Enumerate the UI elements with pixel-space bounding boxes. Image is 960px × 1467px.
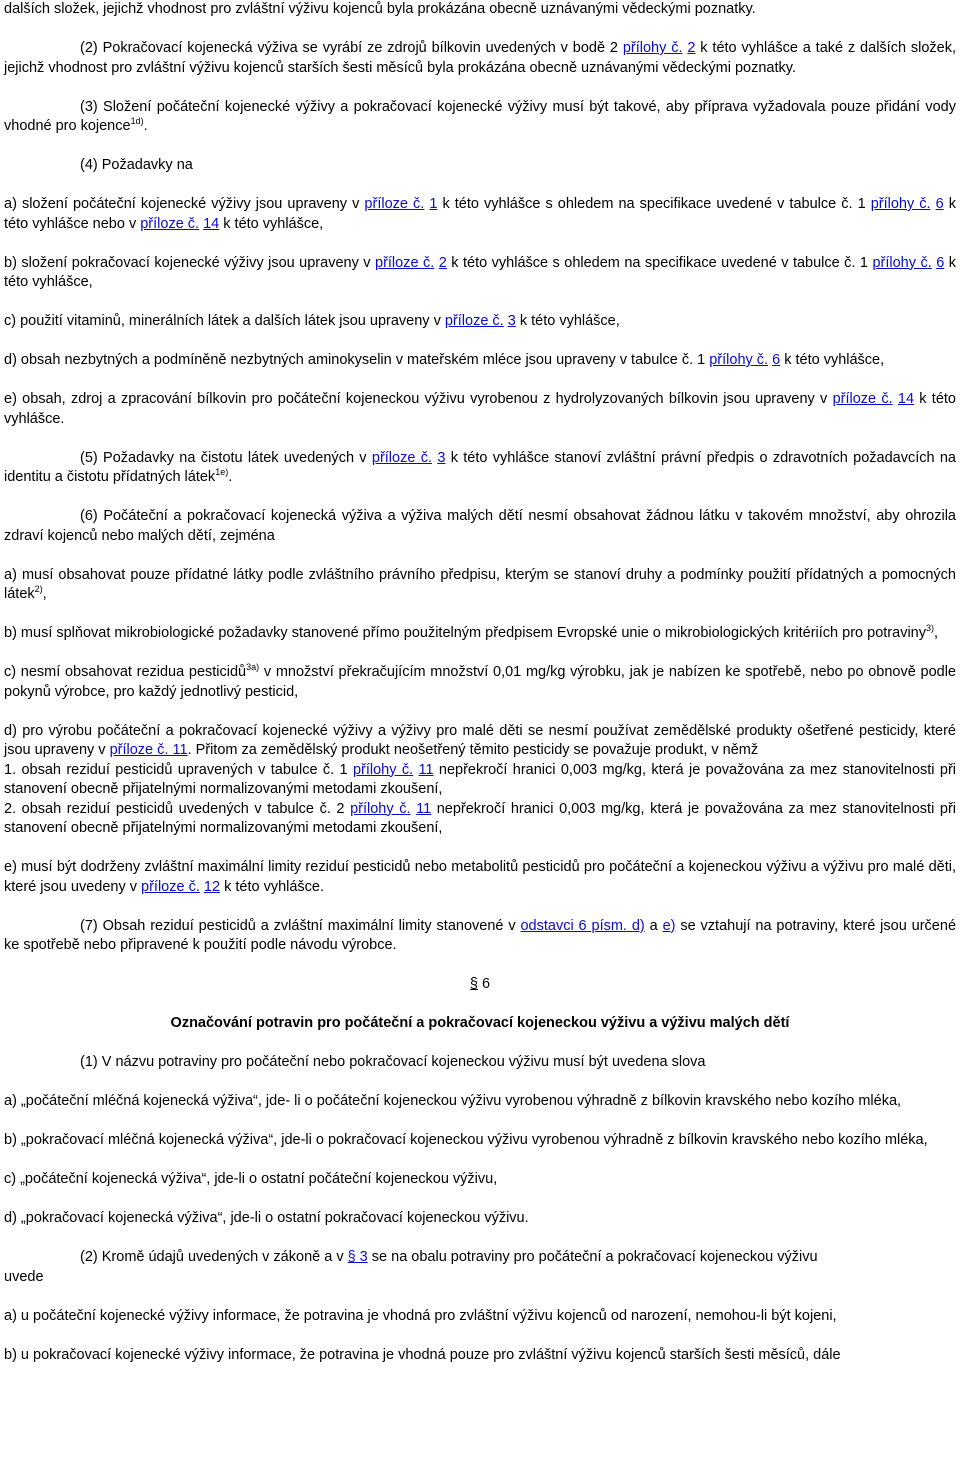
paragraph-q7 xyxy=(4,1307,956,1327)
text-run: dalších složek, jejichž vhodnost pro zvláštní výživu kojenců byla prokázána obecně uznávanými vědeckými poznatky. xyxy=(4,1,756,17)
text-run: e) obsah, zdroj a zpracování bílkovin pro počáteční kojeneckou výživu vyrobenou z hydrolyzovaných bílkovin jsou upraveny v xyxy=(4,391,833,407)
paragraph-q8 xyxy=(4,1346,956,1366)
text-run: nepřekročí hranici 0,003 mg/kg, která je považována za mez stanovitelnosti při stanovení obecně přijatelnými normalizovanými metodami zkoušení, xyxy=(4,800,957,836)
reference-link[interactable]: příloze č. 11 xyxy=(109,742,188,758)
footnote-ref: 3a) xyxy=(246,662,260,672)
paragraph-p9 xyxy=(4,449,956,488)
text-run: k této vyhlášce, xyxy=(219,215,324,232)
text-run: (1) V názvu potraviny pro počáteční nebo pokračovací kojeneckou výživu musí být uvedena slova xyxy=(80,1054,706,1070)
text-run: (2) Pokračovací kojenecká výživa se vyrábí ze zdrojů bílkovin uvedených v bodě 2 xyxy=(80,40,623,56)
paragraph-p5 xyxy=(4,254,956,293)
reference-link[interactable]: 11 xyxy=(418,761,434,778)
text-run: e) musí být dodrženy zvláštní maximální limity reziduí pesticidů nebo metabolitů pesticidů pro počáteční a kojeneckou výživu a výživu pro malé děti, které jsou uvedeny v xyxy=(4,859,956,895)
reference-link[interactable]: přílohy č. xyxy=(352,761,414,778)
text-run: k této vyhlášce, xyxy=(780,352,885,368)
paragraph-p17 xyxy=(4,858,956,897)
reference-link[interactable]: přílohy č. xyxy=(872,254,932,271)
section-heading: Označování potravin pro počáteční a pokračovací kojeneckou výživu a výživu malých dětí xyxy=(170,1015,790,1031)
text-run: se vztahují na potraviny, které jsou určené ke spotřebě nebo připravené k použití podle návodu výrobce. xyxy=(4,917,957,953)
text-run: . xyxy=(228,469,233,485)
text-run: k této vyhlášce nebo v xyxy=(4,196,956,232)
paragraph-p3 xyxy=(4,156,956,176)
footnote-ref: 1e) xyxy=(215,467,229,477)
reference-link[interactable]: příloze č. xyxy=(375,254,435,271)
text-run: 1. obsah reziduí pesticidů upravených v tabulce č. 1 xyxy=(4,761,353,778)
text-run: , xyxy=(42,586,47,602)
paragraph-p12 xyxy=(4,624,956,644)
footnote-ref: 3) xyxy=(925,623,934,633)
text-run: . Přitom za zemědělský produkt neošetřený těmito pesticidy se považuje produkt, v němž xyxy=(187,742,759,758)
text-run: (6) Počáteční a pokračovací kojenecká výživa a výživa malých dětí nesmí obsahovat žádnou látku v takovém množství, aby ohrozila zdraví kojenců nebo malých dětí, zejména xyxy=(4,508,956,544)
reference-link[interactable]: 6 xyxy=(772,352,781,368)
text-run: c) použití vitaminů, minerálních látek a dalších látek jsou upraveny v xyxy=(4,313,445,329)
text-run: a) u počáteční kojenecké výživy informace, že potravina je vhodná pro zvláštní výživu kojenců od narození, nemohou-li být kojeni, xyxy=(4,1307,837,1324)
section-symbol: § xyxy=(469,976,478,992)
section-6-body xyxy=(4,1053,956,1365)
reference-link[interactable]: příloze č. xyxy=(444,313,504,329)
paragraph-p18 xyxy=(4,917,956,956)
text-run: (3) Složení počáteční kojenecké výživy a pokračovací kojenecké výživy musí být takové, aby příprava vyžadovala pouze přidání vody vhodné pro kojence xyxy=(4,98,956,134)
reference-link[interactable]: 2 xyxy=(687,40,696,56)
text-run: uvede xyxy=(4,1268,44,1285)
section-number-value: 6 xyxy=(477,976,491,992)
paragraph-p16 xyxy=(4,800,956,839)
text-run: (4) Požadavky na xyxy=(80,157,193,173)
text-run: , xyxy=(934,625,939,641)
text-run: a) musí obsahovat pouze přídatné látky podle zvláštního právního předpisu, kterým se stanoví druhy a podmínky použití přídatných a pomocných látek xyxy=(4,566,956,602)
paragraph-p0 xyxy=(4,0,956,20)
reference-link[interactable]: § 3 xyxy=(347,1249,368,1265)
text-run: b) musí splňovat mikrobiologické požadavky stanovené přímo použitelným předpisem Evropské unie o mikrobiologických kritériích pro potraviny xyxy=(4,625,926,641)
footnote-ref: 2) xyxy=(34,584,43,594)
text-run: b) „pokračovací mléčná kojenecká výživa“, jde-li o pokračovací kojeneckou výživu vyrobenou výhradně z bílkovin kravského nebo kozího mléka, xyxy=(4,1132,928,1148)
reference-link[interactable]: přílohy č. xyxy=(350,800,411,817)
text-run: a) složení počáteční kojenecké výživy jsou upraveny v xyxy=(4,196,365,212)
reference-link[interactable]: 6 xyxy=(935,196,944,212)
section-5-body xyxy=(4,0,956,956)
text-run: se na obalu potraviny pro počáteční a pokračovací kojeneckou výživu xyxy=(367,1249,818,1265)
text-run: c) „počáteční kojenecká výživa“, jde-li o ostatní počáteční kojeneckou výživu, xyxy=(4,1171,498,1187)
reference-link[interactable]: 6 xyxy=(936,254,945,271)
reference-link[interactable]: 3 xyxy=(437,449,446,466)
paragraph-q3 xyxy=(4,1170,956,1190)
reference-link[interactable]: přílohy č. xyxy=(709,352,769,368)
text-run: a) „počáteční mléčná kojenecká výživa“, jde- li o počáteční kojeneckou výživu vyrobenou výhradně z bílkovin kravského nebo kozího mléka, xyxy=(4,1093,902,1109)
paragraph-p8 xyxy=(4,390,956,429)
text-run: b) u pokračovací kojenecké výživy informace, že potravina je vhodná pouze pro zvláštní výživu kojenců starších šesti měsíců, dále xyxy=(4,1346,841,1363)
text-run: k této vyhlášce. xyxy=(220,878,325,895)
reference-link[interactable]: 14 xyxy=(897,391,915,407)
paragraph-p10 xyxy=(4,507,956,546)
reference-link[interactable]: 11 xyxy=(416,800,432,817)
reference-link[interactable]: příloze č. xyxy=(140,215,200,232)
text-run: k této vyhlášce s ohledem na specifikace uvedené v tabulce č. 1 xyxy=(437,196,871,212)
paragraph-p6 xyxy=(4,312,956,332)
paragraph-p14 xyxy=(4,722,956,761)
reference-link[interactable]: 14 xyxy=(203,215,220,232)
text-run: 2. obsah reziduí pesticidů uvedených v tabulce č. 2 xyxy=(4,800,351,817)
reference-link[interactable]: 3 xyxy=(507,313,516,329)
reference-link[interactable]: přílohy č. xyxy=(870,196,931,212)
text-run: nepřekročí hranici 0,003 mg/kg, která je považována za mez stanovitelnosti při stanovení obecně přijatelnými normalizovanými metodami zkoušení, xyxy=(4,761,956,797)
footnote-ref: 1d) xyxy=(130,116,144,126)
paragraph-p13 xyxy=(4,663,956,702)
reference-link[interactable]: 12 xyxy=(203,878,221,895)
paragraph-q4 xyxy=(4,1209,956,1229)
section-number xyxy=(4,975,956,995)
text-run: k této vyhlášce, xyxy=(515,313,620,329)
text-run: k této vyhlášce, xyxy=(4,254,956,290)
text-run: d) pro výrobu počáteční a pokračovací kojenecké výživy a výživy pro malé děti se nesmí používat zemědělské produkty ošetřené pesticidy, které jsou upraveny v xyxy=(4,722,956,758)
paragraph-q0 xyxy=(4,1053,956,1073)
paragraph-p11 xyxy=(4,566,956,605)
paragraph-q6 xyxy=(4,1268,956,1288)
text-run: d) „pokračovací kojenecká výživa“, jde-li o ostatní pokračovací kojeneckou výživu. xyxy=(4,1210,529,1226)
reference-link[interactable]: příloze č. xyxy=(364,196,425,212)
text-run: v množství překračujícím množství 0,01 mg/kg výrobku, jak je nabízen ke spotřebě, nebo po obnově podle pokynů výrobce, pro každý jednotlivý pesticid, xyxy=(4,664,956,700)
text-run: k této vyhlášce a také z dalších složek, jejichž vhodnost pro zvláštní výživu kojenců starších šesti měsíců byla prokázána obecně uznávanými vědeckými poznatky. xyxy=(4,40,956,76)
text-run: c) nesmí obsahovat rezidua pesticidů xyxy=(4,664,247,680)
reference-link[interactable]: odstavci 6 písm. d) xyxy=(520,917,645,934)
text-run: . xyxy=(143,118,148,134)
text-run: k této vyhlášce stanoví zvláštní právní předpis o zdravotních požadavcích na identitu a čistotu přídatných látek xyxy=(4,449,956,485)
reference-link[interactable]: 1 xyxy=(429,196,438,212)
reference-link[interactable]: příloze č. xyxy=(141,878,200,895)
text-run: a xyxy=(644,917,663,934)
text-run: b) složení pokračovací kojenecké výživy jsou upraveny v xyxy=(4,254,376,271)
paragraph-p4 xyxy=(4,195,956,234)
paragraph-q5 xyxy=(4,1248,956,1268)
reference-link[interactable]: přílohy č. xyxy=(622,40,683,56)
paragraph-p15 xyxy=(4,761,956,800)
paragraph-q2 xyxy=(4,1131,956,1151)
text-run: (2) Kromě údajů uvedených v zákoně a v xyxy=(80,1249,348,1265)
reference-link[interactable]: 2 xyxy=(438,254,447,271)
paragraph-q1 xyxy=(4,1092,956,1112)
paragraph-p7 xyxy=(4,351,956,371)
paragraph-p1 xyxy=(4,39,956,78)
reference-link[interactable]: e) xyxy=(662,917,676,934)
text-run: (5) Požadavky na čistotu látek uvedených v xyxy=(80,449,372,466)
text-run: (7) Obsah reziduí pesticidů a zvláštní maximální limity stanovené v xyxy=(80,917,521,934)
text-run: d) obsah nezbytných a podmíněně nezbytných aminokyselin v mateřském mléce jsou upraveny v tabulce č. 1 xyxy=(4,352,710,368)
text-run: k této vyhlášce. xyxy=(4,391,956,427)
paragraph-p2 xyxy=(4,98,956,137)
text-run: k této vyhlášce s ohledem na specifikace uvedené v tabulce č. 1 xyxy=(446,254,873,271)
reference-link[interactable]: příloze č. xyxy=(832,391,893,407)
reference-link[interactable]: příloze č. xyxy=(371,449,432,466)
